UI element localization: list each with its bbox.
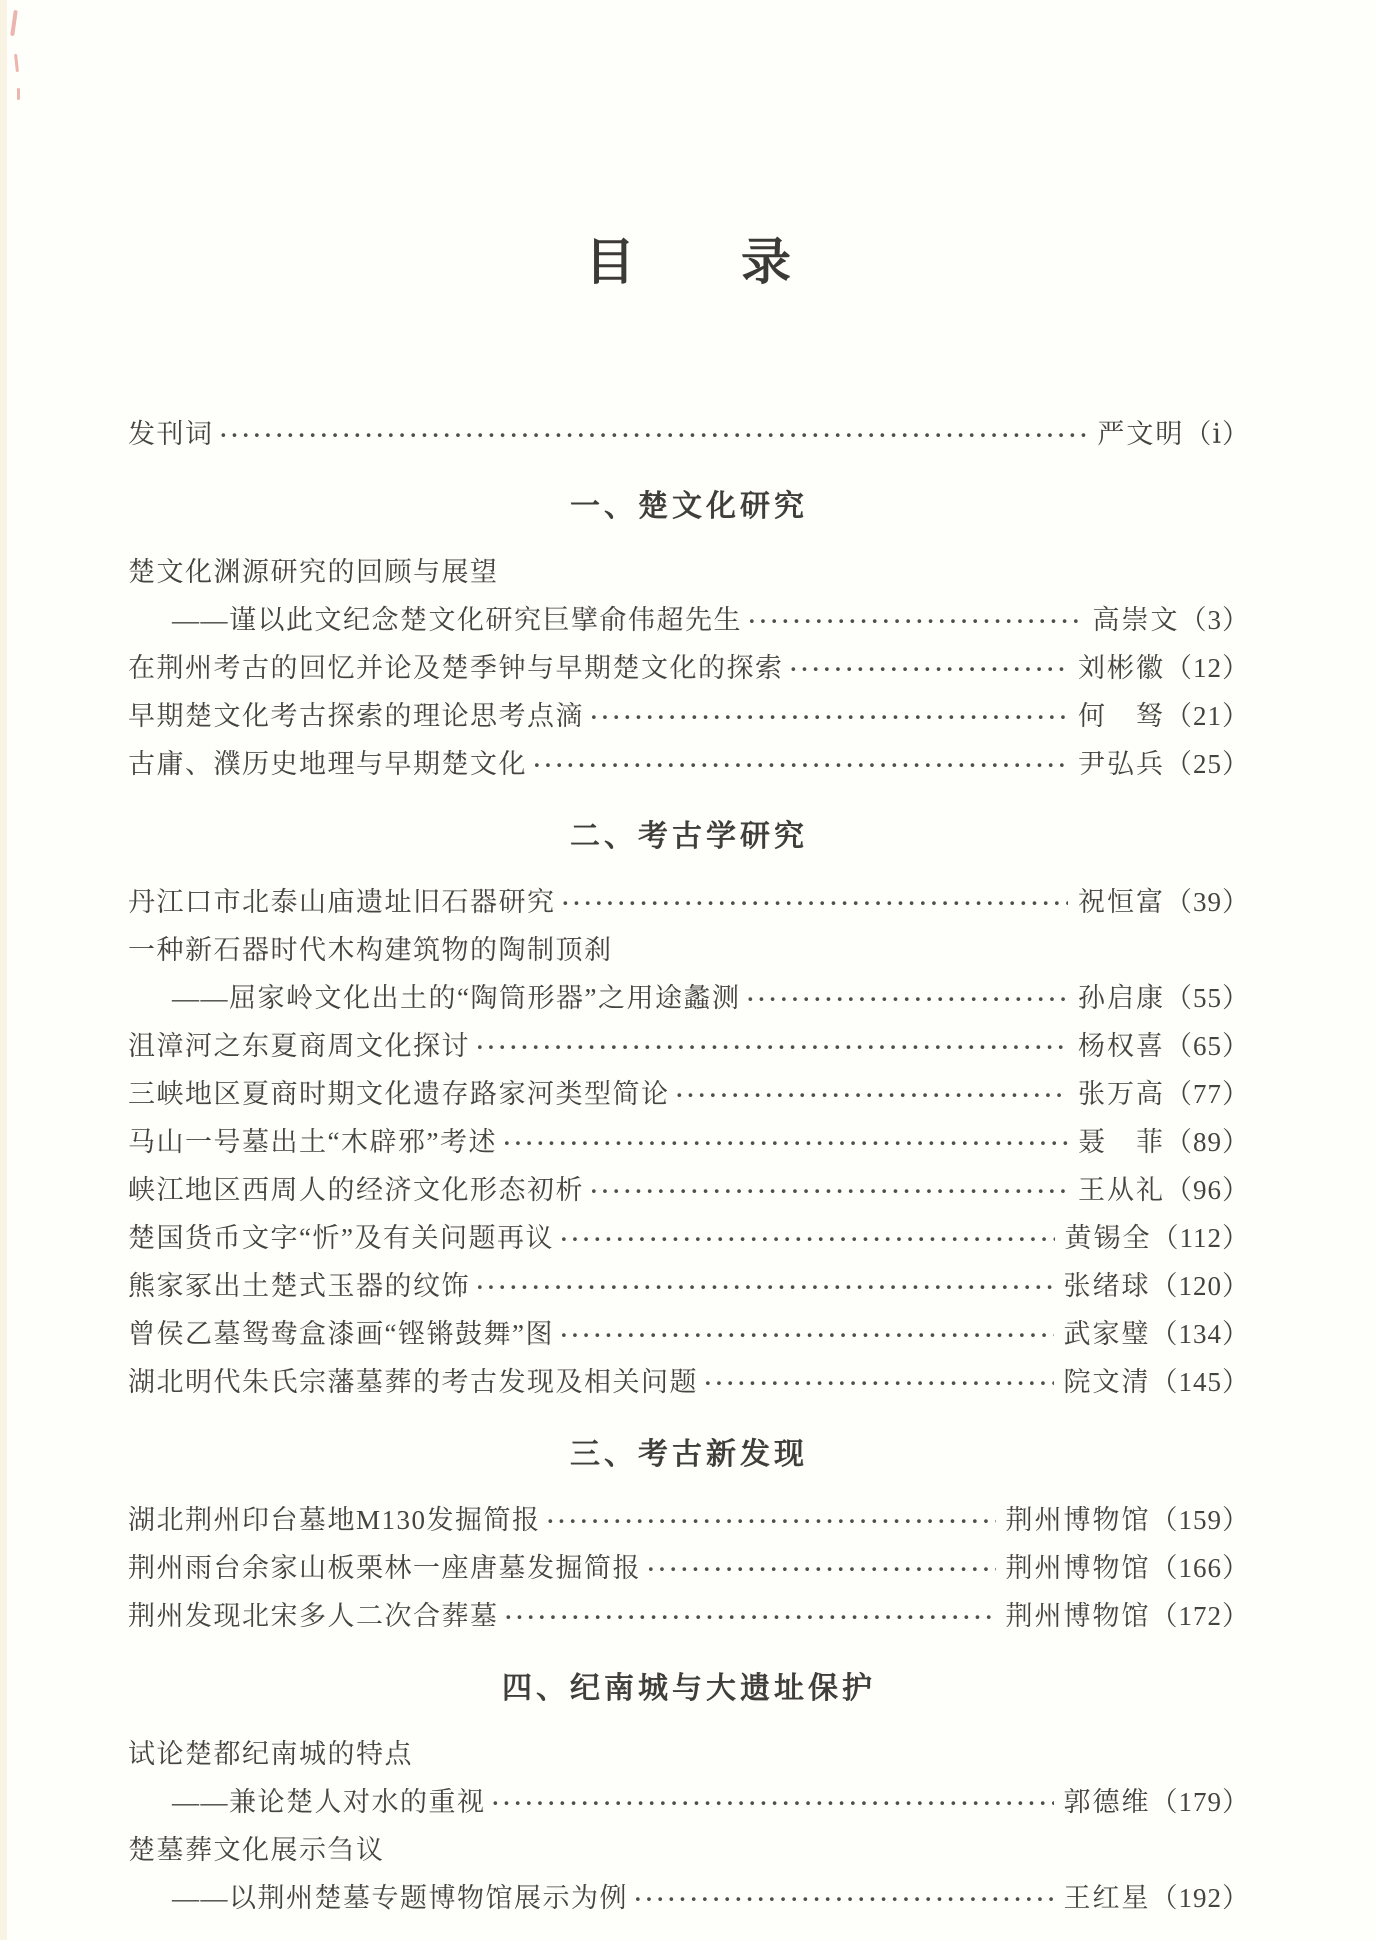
- entry-title: 早期楚文化考古探索的理论思考点滴: [128, 701, 584, 731]
- toc-entry-row: [128, 1214, 1250, 1262]
- entry-title: 湖北荆州印台墓地M130发掘简报: [128, 1505, 541, 1535]
- entry-page-number: （134）: [1150, 1319, 1250, 1349]
- entry-title: ——兼论楚人对水的重视: [172, 1787, 486, 1817]
- entry-author: 杨权喜: [1078, 1031, 1165, 1061]
- toc-entry-row: [128, 974, 1250, 1022]
- entry-author: 武家璧: [1063, 1319, 1151, 1349]
- entry-title: 在荆州考古的回忆并论及楚季钟与早期楚文化的探索: [128, 653, 784, 683]
- toc-entry-row: [128, 1166, 1250, 1214]
- toc-entry-row: [128, 1826, 1250, 1874]
- dot-leader: [560, 1214, 1055, 1264]
- dot-leader: [790, 644, 1069, 694]
- entry-title: 马山一号墓出土“木辟邪”考述: [128, 1127, 497, 1157]
- dot-leader: [476, 1022, 1068, 1072]
- dot-leader: [647, 1544, 996, 1594]
- section-heading: 四、纪南城与大遗址保护: [502, 1672, 876, 1705]
- dot-leader: [492, 1778, 1054, 1828]
- toc-entry-row: [128, 1358, 1250, 1406]
- toc-entry-row: [128, 1310, 1250, 1358]
- toc-entry-row: [128, 1592, 1250, 1640]
- dot-leader: [676, 1070, 1069, 1120]
- entry-title: 沮漳河之东夏商周文化探讨: [128, 1031, 470, 1061]
- entry-page-number: （3）: [1179, 605, 1250, 635]
- toc-entry-row: [128, 1778, 1250, 1826]
- entry-page-number: （65）: [1165, 1031, 1250, 1061]
- red-pen-mark: [10, 10, 18, 36]
- entry-page-number: （55）: [1165, 983, 1250, 1013]
- entry-page-number: （12）: [1165, 653, 1250, 683]
- entry-page-number: （89）: [1165, 1127, 1250, 1157]
- entry-page-number: （166）: [1150, 1553, 1250, 1583]
- entry-page-number: （120）: [1150, 1271, 1250, 1301]
- entry-title: 试论楚都纪南城的特点: [128, 1739, 413, 1769]
- dot-leader: [505, 1592, 996, 1642]
- entry-author: 高崇文: [1092, 605, 1180, 635]
- entry-author: 张万高: [1078, 1079, 1165, 1109]
- entry-page-number: （172）: [1150, 1601, 1250, 1631]
- toc-entry-row: [128, 1544, 1250, 1592]
- entry-page-number: （112）: [1151, 1223, 1250, 1253]
- dot-leader: [746, 974, 1068, 1024]
- section-heading: 一、楚文化研究: [570, 490, 808, 523]
- dot-leader: [476, 1262, 1054, 1312]
- entry-page-number: （145）: [1150, 1367, 1250, 1397]
- scan-edge-artifact: [0, 0, 7, 1940]
- entry-author: 黄锡全: [1064, 1223, 1152, 1253]
- entry-page-number: （39）: [1165, 887, 1250, 917]
- entry-author: 王红星: [1063, 1883, 1151, 1913]
- red-pen-mark: [14, 54, 19, 72]
- entry-title: 熊家冢出土楚式玉器的纹饰: [128, 1271, 470, 1301]
- dot-leader: [547, 1496, 996, 1546]
- toc-entry-row: [128, 740, 1250, 788]
- page-title: 目 录: [585, 234, 793, 290]
- toc-entry-row: [128, 1730, 1250, 1778]
- entry-author: 刘彬徽: [1078, 653, 1165, 683]
- entry-author: 孙启康: [1078, 983, 1165, 1013]
- toc-entry-row: [128, 548, 1250, 596]
- entry-page-number: （25）: [1165, 749, 1250, 779]
- entry-title: 楚墓葬文化展示刍议: [128, 1835, 385, 1865]
- entry-title: ——屈家岭文化出土的“陶筒形器”之用途蠡测: [172, 983, 741, 1013]
- entry-page-number: （96）: [1165, 1175, 1250, 1205]
- entry-title: 曾侯乙墓鸳鸯盒漆画“铿锵鼓舞”图: [128, 1319, 554, 1349]
- entry-page-number: （21）: [1165, 701, 1250, 731]
- entry-page-number: （77）: [1165, 1079, 1250, 1109]
- section-heading: 二、考古学研究: [570, 820, 808, 853]
- entry-page-number: （192）: [1150, 1883, 1250, 1913]
- toc-entry-row: [128, 410, 1250, 458]
- entry-author: 郭德维: [1063, 1787, 1151, 1817]
- dot-leader: [533, 740, 1068, 790]
- entry-author: 何 驽: [1078, 701, 1165, 731]
- entry-page-number: （159）: [1150, 1505, 1250, 1535]
- entry-title: ——谨以此文纪念楚文化研究巨擘俞伟超先生: [172, 605, 742, 635]
- entry-title: 丹江口市北泰山庙遗址旧石器研究: [128, 887, 556, 917]
- entry-author: 荆州博物馆: [1005, 1553, 1151, 1583]
- toc-entry-row: [128, 1070, 1250, 1118]
- dot-leader: [562, 878, 1069, 928]
- entry-title: 发刊词: [128, 419, 214, 449]
- toc-entry-row: [128, 1496, 1250, 1544]
- section-heading: 三、考古新发现: [570, 1438, 808, 1471]
- entry-author: 尹弘兵: [1078, 749, 1165, 779]
- entry-title: ——以荆州楚墓专题博物馆展示为例: [172, 1883, 628, 1913]
- dot-leader: [748, 596, 1083, 646]
- dot-leader: [634, 1874, 1054, 1924]
- toc-entry-row: [128, 644, 1250, 692]
- toc-entry-row: [128, 1262, 1250, 1310]
- entry-author: 王从礼: [1078, 1175, 1165, 1205]
- entry-author: 荆州博物馆: [1005, 1505, 1151, 1535]
- dot-leader: [590, 692, 1068, 742]
- toc-entry-row: [128, 1874, 1250, 1922]
- entry-author: 院文清: [1063, 1367, 1151, 1397]
- toc-entry-row: [128, 692, 1250, 740]
- entry-author: 聂 菲: [1078, 1127, 1165, 1157]
- entry-title: 峡江地区西周人的经济文化形态初析: [128, 1175, 584, 1205]
- entry-title: 楚国货币文字“忻”及有关问题再议: [128, 1223, 554, 1253]
- toc-entry-row: [128, 1022, 1250, 1070]
- toc-entry-row: [128, 926, 1250, 974]
- dot-leader: [590, 1166, 1068, 1216]
- entry-title: 三峡地区夏商时期文化遗存路家河类型简论: [128, 1079, 670, 1109]
- dot-leader: [704, 1358, 1054, 1408]
- entry-title: 荆州雨台余家山板栗林一座唐墓发掘简报: [128, 1553, 641, 1583]
- toc-entry-row: [128, 878, 1250, 926]
- dot-leader: [503, 1118, 1068, 1168]
- toc-entry-row: [128, 596, 1250, 644]
- entry-title: 湖北明代朱氏宗藩墓葬的考古发现及相关问题: [128, 1367, 698, 1397]
- entry-title: 一种新石器时代木构建筑物的陶制顶刹: [128, 935, 613, 965]
- entry-title: 楚文化渊源研究的回顾与展望: [128, 557, 499, 587]
- dot-leader: [560, 1310, 1054, 1360]
- red-pen-mark: [17, 88, 20, 100]
- dot-leader: [220, 410, 1088, 460]
- entry-author: 祝恒富: [1078, 887, 1165, 917]
- entry-page-number: （ⅰ）: [1184, 419, 1250, 449]
- entry-author: 严文明: [1097, 419, 1185, 449]
- entry-page-number: （179）: [1150, 1787, 1250, 1817]
- entry-title: 古庸、濮历史地理与早期楚文化: [128, 749, 527, 779]
- entry-author: 荆州博物馆: [1005, 1601, 1151, 1631]
- entry-author: 张绪球: [1063, 1271, 1151, 1301]
- toc-entry-row: [128, 1118, 1250, 1166]
- entry-title: 荆州发现北宋多人二次合葬墓: [128, 1601, 499, 1631]
